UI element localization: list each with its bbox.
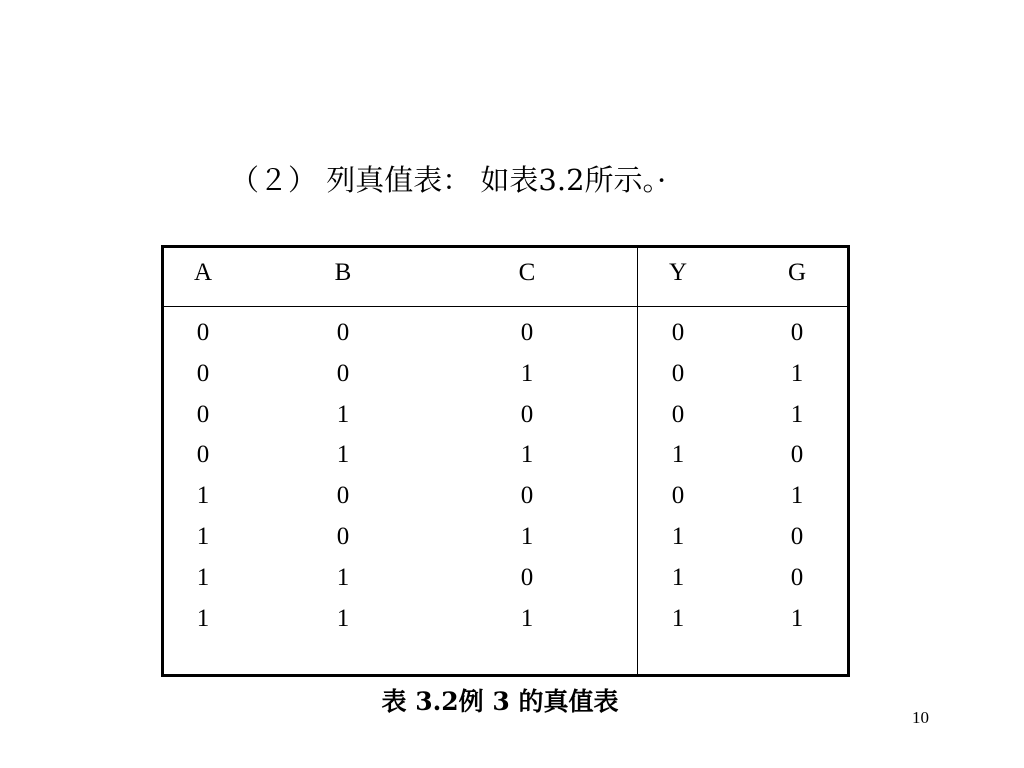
column-header-c: C: [518, 259, 536, 286]
column-header-y: Y: [668, 259, 688, 286]
table-cell: 0: [336, 319, 350, 346]
table-cell: 1: [790, 401, 804, 428]
column-header-g: G: [787, 259, 807, 286]
table-cell: 0: [196, 360, 210, 387]
table-cell: 1: [336, 441, 350, 468]
table-cell: 1: [671, 605, 685, 632]
table-cell: 0: [520, 319, 534, 346]
input-output-divider: [637, 248, 638, 674]
table-cell: 0: [671, 360, 685, 387]
table-cell: 0: [336, 360, 350, 387]
table-caption: 表 3.2例 3 的真值表: [381, 687, 619, 716]
table-cell: 0: [520, 401, 534, 428]
table-cell: 0: [336, 523, 350, 550]
table-cell: 1: [520, 605, 534, 632]
table-cell: 1: [336, 605, 350, 632]
table-cell: 1: [790, 482, 804, 509]
table-cell: 0: [520, 564, 534, 591]
table-cell: 0: [196, 319, 210, 346]
table-cell: 1: [336, 401, 350, 428]
table-cell: 0: [196, 441, 210, 468]
table-cell: 1: [196, 605, 210, 632]
column-header-b: B: [334, 259, 352, 286]
page-number: 10: [912, 708, 929, 727]
table-cell: 0: [671, 482, 685, 509]
table-cell: 1: [520, 441, 534, 468]
table-cell: 1: [671, 564, 685, 591]
table-cell: 0: [671, 401, 685, 428]
table-cell: 1: [790, 605, 804, 632]
table-cell: 1: [196, 523, 210, 550]
table-cell: 0: [790, 564, 804, 591]
slide-heading: （２） 列真值表： 如表3.2所示。·: [230, 163, 667, 197]
table-cell: 0: [196, 401, 210, 428]
table-cell: 1: [520, 523, 534, 550]
table-cell: 1: [790, 360, 804, 387]
truth-table: [161, 245, 850, 677]
table-cell: 1: [196, 482, 210, 509]
table-cell: 0: [520, 482, 534, 509]
table-cell: 1: [336, 564, 350, 591]
table-cell: 0: [336, 482, 350, 509]
table-cell: 1: [671, 523, 685, 550]
table-cell: 1: [520, 360, 534, 387]
table-cell: 0: [790, 319, 804, 346]
table-cell: 0: [790, 523, 804, 550]
table-cell: 0: [671, 319, 685, 346]
table-cell: 1: [671, 441, 685, 468]
table-cell: 1: [196, 564, 210, 591]
column-header-a: A: [193, 259, 213, 286]
table-cell: 0: [790, 441, 804, 468]
header-divider: [164, 306, 847, 307]
